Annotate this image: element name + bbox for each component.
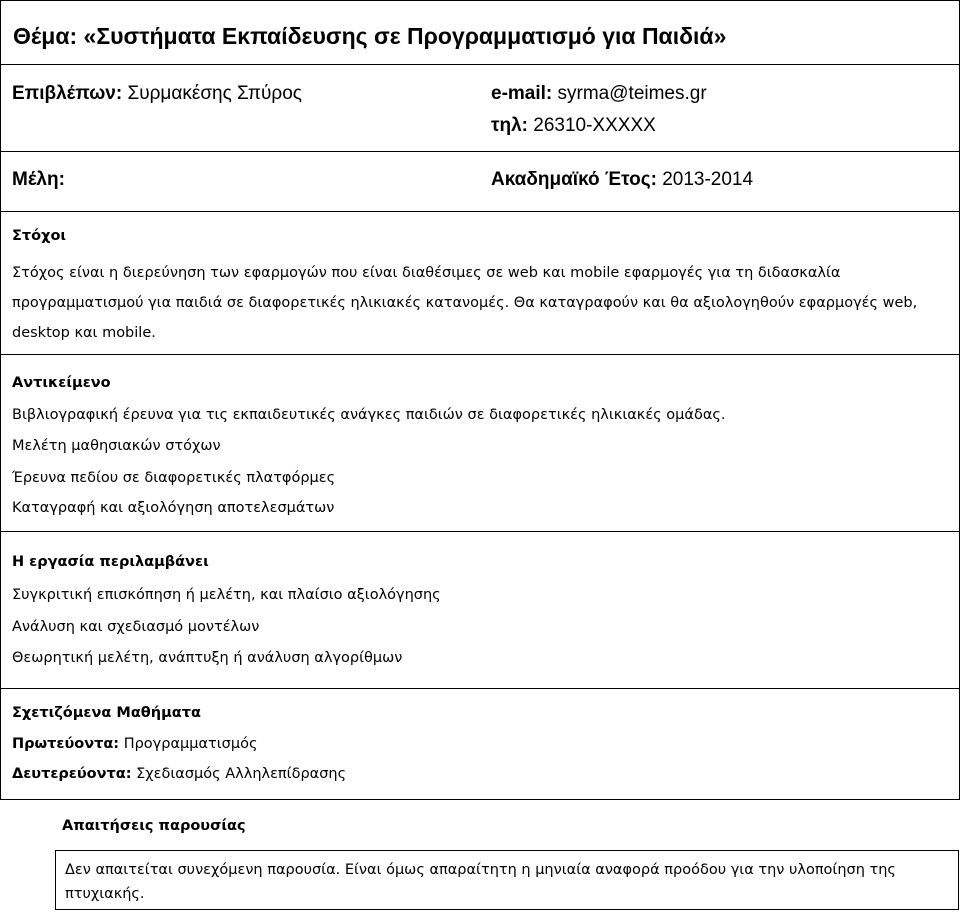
phone-value: 26310-XXXXX bbox=[533, 115, 656, 136]
attendance-heading: Απαιτήσεις παρουσίας bbox=[62, 818, 246, 834]
list-item: Ανάλυση και σχεδιασμό μοντέλων bbox=[12, 619, 260, 635]
row-divider bbox=[1, 531, 959, 532]
secondary-courses-value: Σχεδιασμός Αλληλεπίδρασης bbox=[136, 766, 347, 782]
list-item: Μελέτη μαθησιακών στόχων bbox=[12, 438, 221, 454]
list-item: Συγκριτική επισκόπηση ή μελέτη, και πλαίσιο αξιολόγησης bbox=[12, 587, 441, 603]
attendance-box bbox=[55, 850, 959, 910]
secondary-courses-label: Δευτερεύοντα: bbox=[12, 766, 132, 782]
academic-year-value: 2013-2014 bbox=[662, 169, 754, 190]
goals-heading: Στόχοι bbox=[12, 228, 67, 244]
phone bbox=[491, 115, 656, 137]
row-divider bbox=[1, 64, 959, 65]
supervisor-label: Επιβλέπων: bbox=[12, 83, 123, 104]
list-item: Έρευνα πεδίου σε διαφορετικές πλατφόρμες bbox=[12, 470, 336, 486]
academic-year bbox=[491, 169, 753, 191]
row-divider bbox=[1, 211, 959, 212]
courses-heading: Σχετιζόμενα Μαθήματα bbox=[12, 705, 201, 721]
primary-courses-value: Προγραμματισμός bbox=[123, 736, 258, 752]
supervisor bbox=[12, 83, 302, 105]
supervisor-name: Συρμακέσης Σπύρος bbox=[127, 83, 302, 104]
list-item: Βιβλιογραφική έρευνα για τις εκπαιδευτικές ανάγκες παιδιών σε διαφορετικές ηλικιακές ομάδας. bbox=[12, 407, 726, 423]
email-label: e-mail: bbox=[491, 83, 553, 104]
page-title: Θέμα: «Συστήματα Εκπαίδευσης σε Προγραμματισμό για Παιδιά» bbox=[13, 23, 727, 49]
work-heading: Η εργασία περιλαμβάνει bbox=[12, 554, 209, 570]
phone-label: τηλ: bbox=[491, 115, 528, 136]
list-item: Θεωρητική μελέτη, ανάπτυξη ή ανάλυση αλγορίθμων bbox=[12, 650, 403, 666]
object-heading: Αντικείμενο bbox=[12, 375, 111, 391]
academic-year-label: Ακαδημαϊκό Έτος: bbox=[491, 169, 657, 190]
email bbox=[491, 83, 707, 105]
goals-text: Στόχος είναι η διερεύνηση των εφαρμογών που είναι διαθέσιμες σε web και mobile εφαρμογές για τη διδασκαλία προγραμματισμού για παιδιά σε διαφορετικές ηλικιακές κατανομές. Θα καταγραφούν και θα αξιολογηθούν εφαρμογές web, desktop και mobile. bbox=[12, 265, 918, 341]
row-divider bbox=[1, 151, 959, 152]
members-label: Μέλη: bbox=[12, 169, 65, 190]
email-value[interactable]: syrma@teimes.gr bbox=[557, 83, 707, 104]
row-divider bbox=[1, 688, 959, 689]
row-divider bbox=[1, 354, 959, 355]
primary-courses bbox=[12, 736, 257, 752]
secondary-courses bbox=[12, 766, 346, 782]
list-item: Καταγραφή και αξιολόγηση αποτελεσμάτων bbox=[12, 500, 335, 516]
attendance-text: Δεν απαιτείται συνεχόμενη παρουσία. Είναι όμως απαραίτητη η μηνιαία αναφορά προόδου για την υλοποίηση της πτυχιακής. bbox=[65, 862, 896, 902]
primary-courses-label: Πρωτεύοντα: bbox=[12, 736, 120, 752]
